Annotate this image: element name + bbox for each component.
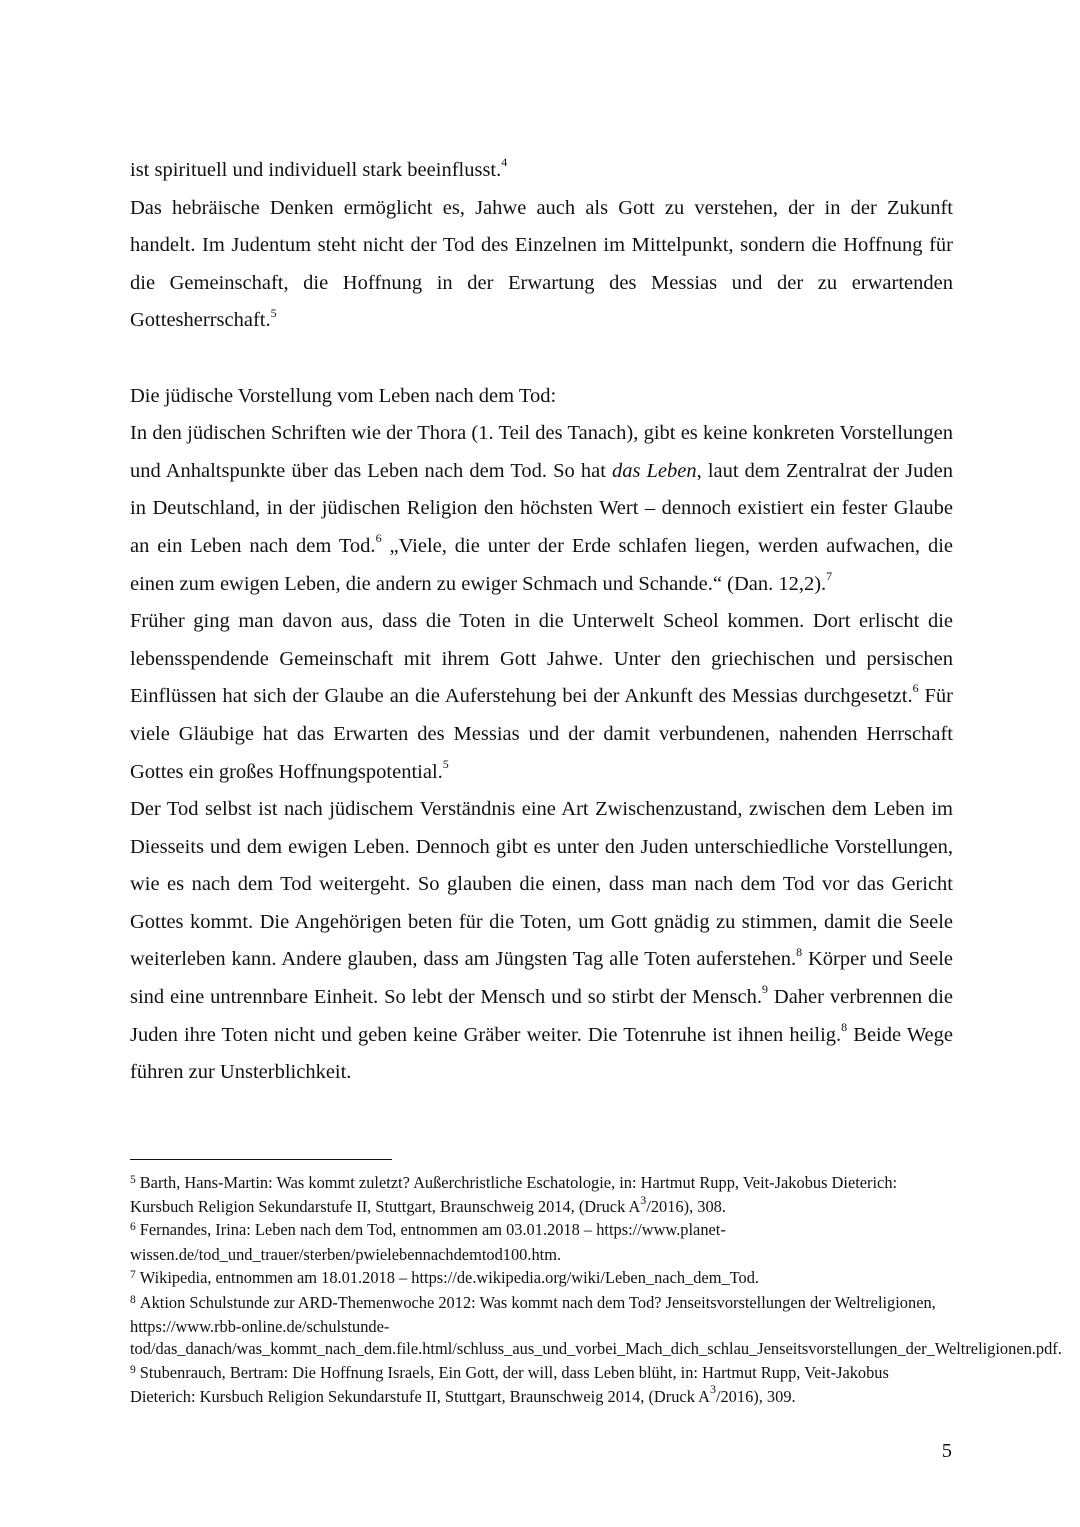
footnote-ref: 6 xyxy=(912,681,919,696)
paragraph-5-text-c: Daher verbrennen die Juden ihre Toten nicht und geben keine Gräber weiter. Die Totenruhe ist ihnen heilig. xyxy=(130,986,954,1046)
footnote-7 xyxy=(130,1267,953,1291)
paragraph-3-text-b: , laut dem Zentralrat der Juden in Deutschland, in der jüdischen Religion den höchsten Wert – dennoch existiert ein fester Glaube an ein Leben nach dem Tod. xyxy=(130,459,953,557)
paragraph-5 xyxy=(130,791,953,1092)
footnote-superscript: 3 xyxy=(640,1192,647,1207)
footnote-text-end: /2016), 308. xyxy=(646,1197,726,1217)
paragraph-5-text-a: Der Tod selbst ist nach jüdischem Verständnis eine Art Zwischenzustand, zwischen dem Leben im Diesseits und dem ewigen Leben. Dennoch gibt es unter den Juden unterschiedliche Vorstellungen, wie es nach dem Tod weitergeht. So glauben die einen, dass man nach dem Tod vor das Gericht Gottes kommt. Die Angehörigen beten für die Toten, um Gott gnädig zu stimmen, damit die Seele weiterleben kann. Andere glauben, dass am Jüngsten Tag alle Toten auferstehen. xyxy=(130,798,953,971)
footnote-5 xyxy=(130,1172,953,1218)
footnote-ref: 8 xyxy=(796,944,803,959)
footnote-number: 7 xyxy=(130,1268,136,1281)
emphasis-text: das Leben xyxy=(611,459,697,482)
footnote-text: Aktion Schulstunde zur ARD-Themenwoche 2012: Was kommt nach dem Tod? Jenseitsvorstellungen der Weltreligionen, https://www.rbb-online.de/schulstunde-tod/das_danach/was_kommt_nach_dem.file.html/schluss_aus_und_vorbei_Mach_dich_schlau_Jenseitsvorstellungen_der_Weltreligionen.pdf. xyxy=(130,1293,1062,1359)
footnote-number: 9 xyxy=(130,1363,136,1376)
footnote-ref: 8 xyxy=(841,1019,848,1034)
paragraph-spacer xyxy=(130,340,953,378)
document-body xyxy=(130,152,953,1092)
paragraph-4-text-a: Früher ging man davon aus, dass die Toten in die Unterwelt Scheol kommen. Dort erlischt die lebensspendende Gemeinschaft mit ihrem Gott Jahwe. Unter den griechischen und persischen Einflüssen hat sich der Glaube an die Auferstehung bei der Ankunft des Messias durchgesetzt. xyxy=(130,610,953,708)
footnote-number: 8 xyxy=(130,1294,136,1307)
footnote-number: 6 xyxy=(130,1221,136,1234)
paragraph-4 xyxy=(130,603,953,791)
paragraph-5-text-b: Körper und Seele sind eine untrennbare Einheit. So lebt der Mensch und so stirbt der Mensch. xyxy=(130,948,953,1009)
footnote-text-end: /2016), 309. xyxy=(715,1386,796,1406)
footnote-ref: 4 xyxy=(501,155,508,170)
section-heading: Die jüdische Vorstellung vom Leben nach dem Tod: xyxy=(130,384,557,407)
footnote-divider xyxy=(130,1159,392,1160)
footnote-ref: 5 xyxy=(270,305,277,320)
paragraph-5-text-d: Beide Wege führen zur Unsterblichkeit. xyxy=(130,1023,953,1084)
paragraph-1-text: ist spirituell und individuell stark beeinflusst. xyxy=(130,159,502,181)
footnote-ref: 9 xyxy=(762,982,769,997)
footnote-ref: 5 xyxy=(442,756,449,771)
footnote-number: 5 xyxy=(130,1174,136,1186)
footnote-text: Barth, Hans-Martin: Was kommt zuletzt? Außerchristliche Eschatologie, in: Hartmut Rupp, Veit-Jakobus Dieterich: Kursbuch Religion Sekundarstufe II, Stuttgart, Braunschweig 2014, (Druck A xyxy=(130,1173,898,1217)
page-number: 5 xyxy=(941,1440,952,1462)
paragraph-4-text-b: Für viele Gläubige hat das Erwarten des Messias und der damit verbundenen, nahenden Herrschaft Gottes ein großes Hoffnungspotential. xyxy=(130,685,953,783)
footnote-9 xyxy=(130,1362,953,1408)
footnote-text: Stubenrauch, Bertram: Die Hoffnung Israels, Ein Gott, der will, dass Leben blüht, in: Hartmut Rupp, Veit-Jakobus Dieterich: Kursbuch Religion Sekundarstufe II, Stuttgart, Braunschweig 2014, (Druck A xyxy=(130,1362,889,1406)
footnote-ref: 6 xyxy=(375,531,382,546)
footnote-8 xyxy=(130,1292,1062,1361)
paragraph-3-text-a: In den jüdischen Schriften wie der Thora (1. Teil des Tanach), gibt es keine konkreten Vorstellungen und Anhaltspunkte über das Leben nach dem Tod. So hat xyxy=(130,422,953,482)
footnote-ref: 7 xyxy=(826,568,833,583)
footnotes xyxy=(130,1172,1062,1409)
footnote-superscript: 3 xyxy=(709,1382,716,1397)
footnote-text: Fernandes, Irina: Leben nach dem Tod, entnommen am 03.01.2018 – https://www.planet-wissen.de/tod_und_trauer/sterben/pwielebennachdemtod100.htm. xyxy=(130,1220,726,1264)
bible-quote: „Viele, die unter der Erde schlafen liegen, werden aufwachen, die einen zum ewigen Leben, die andern zu ewiger Schmach und Schande.“ (Dan. 12,2). xyxy=(130,534,953,595)
paragraph-3 xyxy=(130,415,953,603)
footnote-6 xyxy=(130,1219,953,1265)
paragraph-2 xyxy=(130,190,953,340)
paragraph-2-text: Das hebräische Denken ermöglicht es, Jahwe auch als Gott zu verstehen, der in der Zukunft handelt. Im Judentum steht nicht der Tod des Einzelnen im Mittelpunkt, sondern die Hoffnung für die Gemeinschaft, die Hoffnung in der Erwartung des Messias und der zu erwartenden Gottesherrschaft. xyxy=(130,196,953,332)
paragraph-1 xyxy=(130,152,953,190)
footnote-text: Wikipedia, entnommen am 18.01.2018 – https://de.wikipedia.org/wiki/Leben_nach_dem_Tod. xyxy=(139,1267,759,1287)
